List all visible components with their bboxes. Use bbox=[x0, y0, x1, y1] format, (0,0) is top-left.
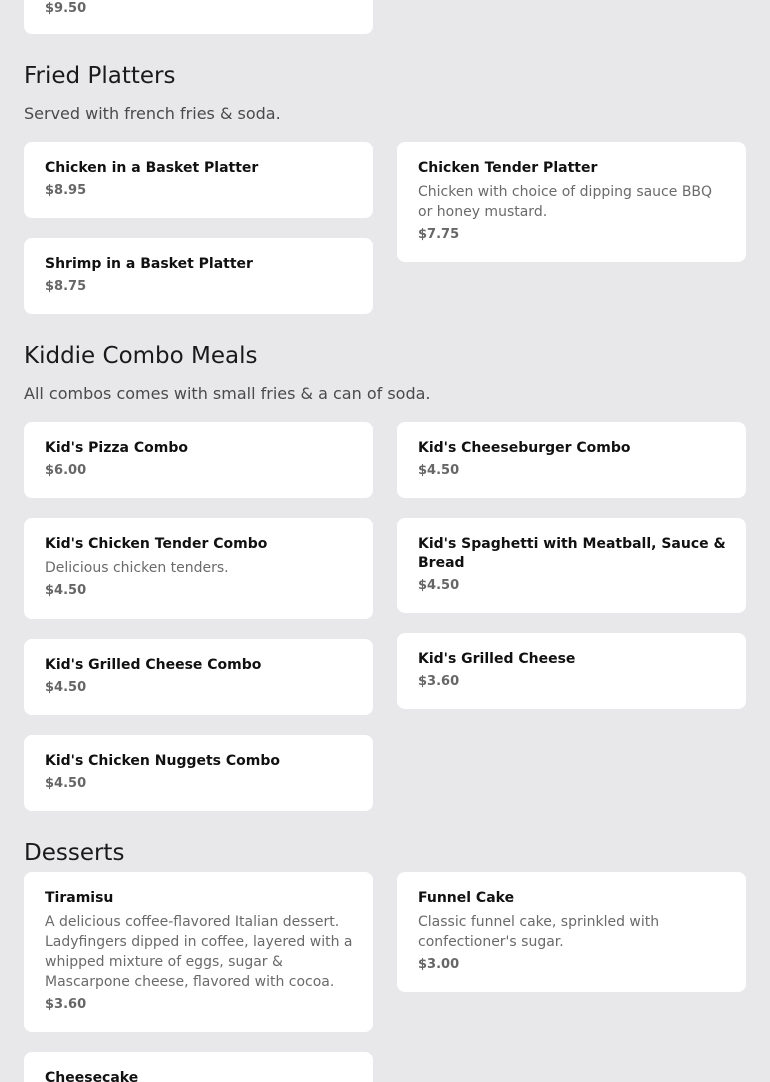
item-name: Kid's Chicken Nuggets Combo bbox=[45, 753, 281, 769]
menu-item-card[interactable] bbox=[397, 872, 746, 992]
section-title-fried-platters: Fried Platters bbox=[24, 63, 176, 89]
menu-item-card[interactable] bbox=[24, 735, 373, 811]
item-name: Kid's Pizza Combo bbox=[45, 440, 188, 456]
item-price: $6.00 bbox=[45, 463, 87, 478]
menu-item-card[interactable] bbox=[24, 518, 373, 619]
item-price: $4.50 bbox=[418, 463, 460, 478]
item-name: Kid's Grilled Cheese bbox=[418, 651, 576, 667]
menu-item-card[interactable] bbox=[24, 422, 373, 498]
item-price: $4.50 bbox=[418, 578, 460, 593]
item-price: $9.50 bbox=[45, 1, 87, 16]
item-price: $8.75 bbox=[45, 279, 87, 294]
menu-item-card[interactable] bbox=[397, 633, 746, 709]
menu-item-card[interactable] bbox=[24, 238, 373, 314]
item-price: $4.50 bbox=[45, 776, 87, 791]
item-name: Tiramisu bbox=[45, 890, 114, 906]
menu-item-card[interactable] bbox=[24, 142, 373, 218]
menu-item-card[interactable] bbox=[24, 872, 373, 1032]
item-name: Kid's Grilled Cheese Combo bbox=[45, 657, 262, 673]
item-name: Funnel Cake bbox=[418, 890, 515, 906]
item-name: Kid's Chicken Tender Combo bbox=[45, 536, 268, 552]
item-price: $3.60 bbox=[45, 997, 87, 1012]
item-name: Cheesecake bbox=[45, 1070, 139, 1082]
item-price: $7.75 bbox=[418, 227, 460, 242]
item-name: Kid's Spaghetti with Meatball, Sauce & Bread bbox=[418, 536, 726, 571]
item-price: $4.50 bbox=[45, 583, 87, 598]
item-price: $3.00 bbox=[418, 957, 460, 972]
menu-item-card[interactable] bbox=[397, 422, 746, 498]
item-description: Chicken with choice of dipping sauce BBQ or honey mustard. bbox=[418, 184, 713, 220]
item-price: $8.95 bbox=[45, 183, 87, 198]
item-description: A delicious coffee-flavored Italian dessert. Ladyfingers dipped in coffee, layered with a whipped mixture of eggs, sugar & Mascarpone cheese, flavored with cocoa. bbox=[45, 914, 353, 990]
item-name: Chicken Tender Platter bbox=[418, 160, 598, 176]
section-title-desserts: Desserts bbox=[24, 840, 125, 866]
menu-item-card[interactable] bbox=[24, 639, 373, 715]
item-name: Shrimp in a Basket Platter bbox=[45, 256, 253, 272]
item-price: $4.50 bbox=[45, 680, 87, 695]
item-name: Chicken in a Basket Platter bbox=[45, 160, 259, 176]
menu-item-card[interactable] bbox=[397, 518, 746, 613]
section-subtitle-fried-platters: Served with french fries & soda. bbox=[24, 104, 281, 123]
menu-item-card[interactable] bbox=[24, 1052, 373, 1082]
item-description: Classic funnel cake, sprinkled with confectioner's sugar. bbox=[418, 914, 660, 950]
item-description: Delicious chicken tenders. bbox=[45, 560, 229, 576]
menu-item-card[interactable] bbox=[24, 0, 373, 34]
section-title-kiddie-combo: Kiddie Combo Meals bbox=[24, 343, 258, 369]
section-subtitle-kiddie-combo: All combos comes with small fries & a can of soda. bbox=[24, 384, 431, 403]
menu-item-card[interactable] bbox=[397, 142, 746, 262]
item-price: $3.60 bbox=[418, 674, 460, 689]
item-name: Kid's Cheeseburger Combo bbox=[418, 440, 631, 456]
